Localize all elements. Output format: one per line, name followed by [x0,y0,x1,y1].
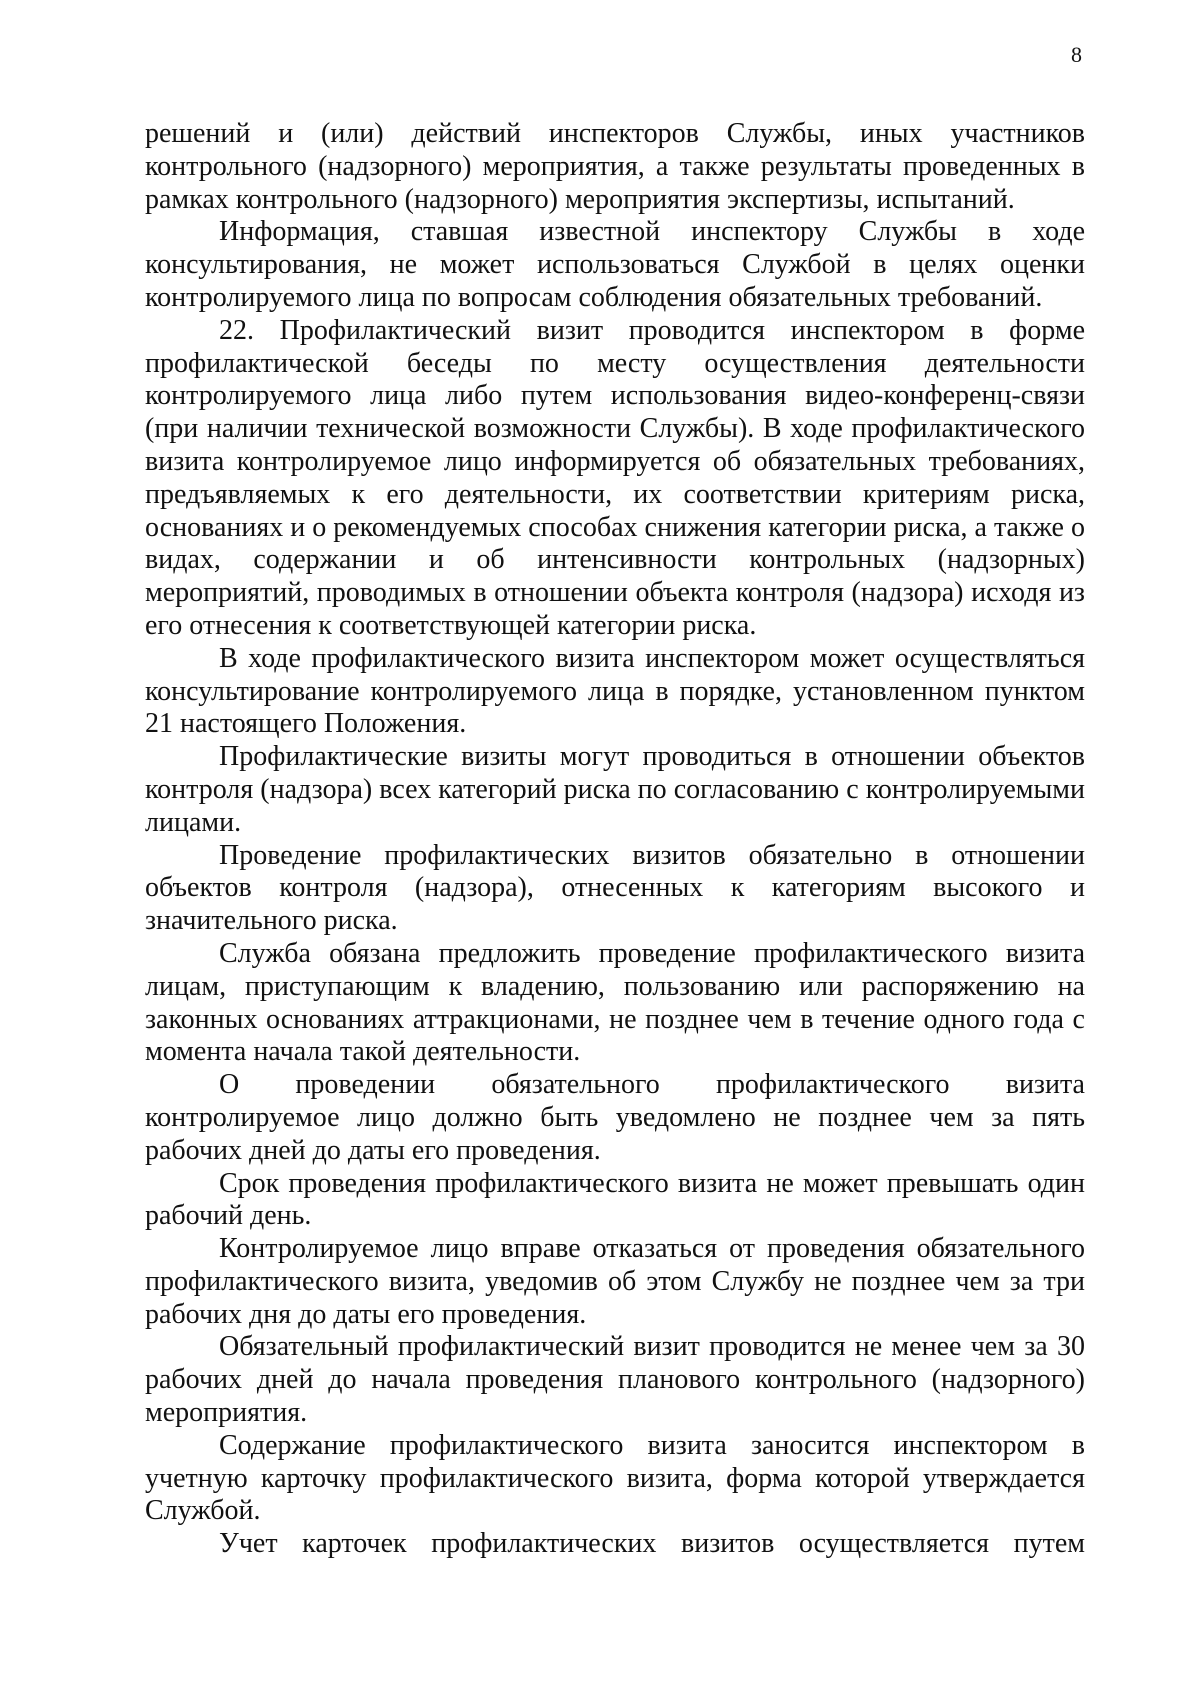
paragraph-visit-all-risk-categories: Профилактические визиты могут проводиться в отношении объектов контроля (надзора) всех категорий риска по согласованию с контролируемыми лицами. [145,741,1085,838]
paragraph-mandatory-visits: Проведение профилактических визитов обязательно в отношении объектов контроля (надзора), отнесенных к категориям высокого и значительного риска. [145,839,1085,937]
paragraph-visit-record: Содержание профилактического визита заносится инспектором в учетную карточку профилактического визита, форма которой утверждается Службой. [145,1429,1085,1527]
paragraph-continuation: решений и (или) действий инспекторов Службы, иных участников контрольного (надзорного) мероприятия, а также результаты проведенных в рамках контрольного (надзорного) мероприятия экспертизы, испытаний. [145,118,1085,215]
document-body [145,118,1085,1561]
paragraph-22-preventive-visit: 22. Профилактический визит проводится инспектором в форме профилактической беседы по месту осуществления деятельности контролируемого лица либо путем использования видео-конференц-связи (при наличии технической возможности Службы). В ходе профилактического визита контролируемое лицо информируется об обязательных требованиях, предъявляемых к его деятельности, их соответствии критериям риска, основаниях и о рекомендуемых способах снижения категории риска, а также о видах, содержании и об интенсивности контрольных (надзорных) мероприятий, проводимых в отношении объекта контроля (надзора) исходя из его отнесения к соответствующей категории риска. [145,314,1085,641]
paragraph-service-obligation: Служба обязана предложить проведение профилактического визита лицам, приступающим к владению, пользованию или распоряжению на законных основаниях аттракционами, не позднее чем в течение одного года с момента начала такой деятельности. [145,937,1085,1068]
paragraph-visit-duration: Срок проведения профилактического визита не может превышать один рабочий день. [145,1167,1085,1232]
paragraph-visit-accounting: Учет карточек профилактических визитов осуществляется путем [219,1528,1085,1560]
paragraph-notification: О проведении обязательного профилактического визита контролируемое лицо должно быть уведомлено не позднее чем за пять рабочих дней до даты его проведения. [145,1069,1085,1166]
paragraph-visit-consulting: В ходе профилактического визита инспектором может осуществляться консультирование контролируемого лица в порядке, установленном пунктом 21 настоящего Положения. [145,642,1085,740]
page-number: 8 [1071,42,1082,67]
paragraph-refusal: Контролируемое лицо вправе отказаться от проведения обязательного профилактического визита, уведомив об этом Службу не позднее чем за три рабочих дня до даты его проведения. [145,1233,1085,1330]
paragraph-consulting-information: Информация, ставшая известной инспектору Службы в ходе консультирования, не может использоваться Службой в целях оценки контролируемого лица по вопросам соблюдения обязательных требований. [145,216,1085,313]
paragraph-mandatory-visit-timing: Обязательный профилактический визит проводится не менее чем за 30 рабочих дней до начала проведения планового контрольного (надзорного) мероприятия. [145,1331,1085,1429]
